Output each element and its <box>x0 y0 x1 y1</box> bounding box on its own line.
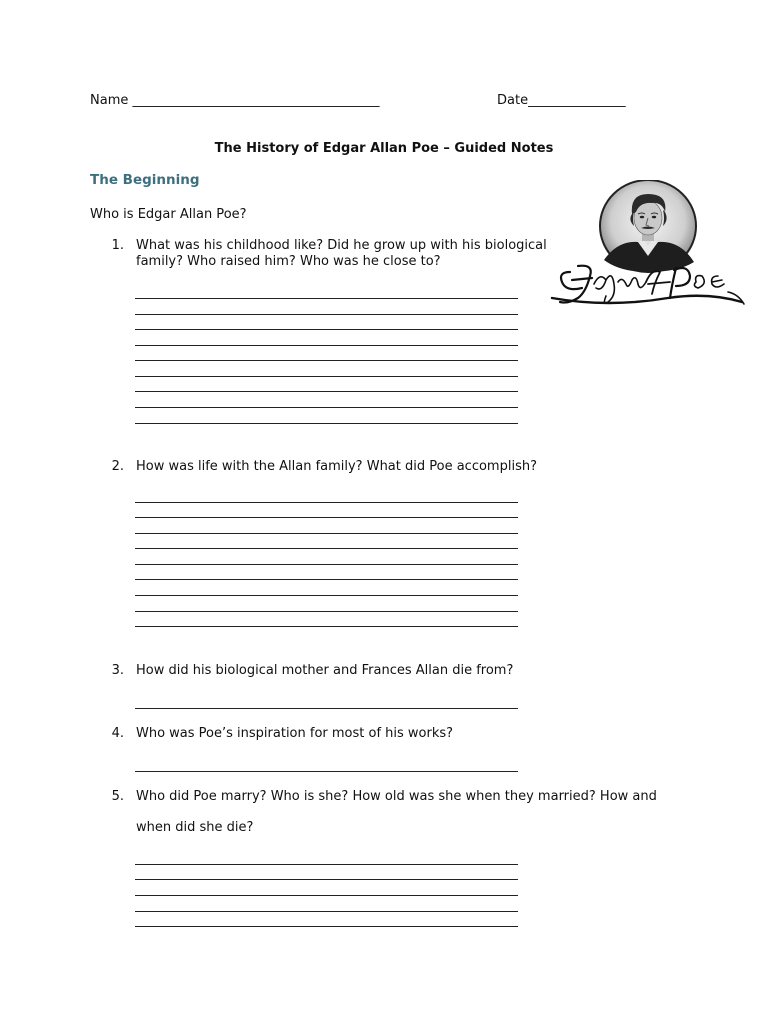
answer-line[interactable] <box>135 376 518 377</box>
answer-line[interactable] <box>135 345 518 346</box>
answer-line[interactable] <box>135 879 518 880</box>
answer-line[interactable] <box>135 895 518 896</box>
question-text: Who was Poe’s inspiration for most of his works? <box>136 726 454 741</box>
answer-line[interactable] <box>135 517 518 518</box>
page-title: The History of Edgar Allan Poe – Guided Notes <box>214 141 554 156</box>
question-text: Who did Poe marry? Who is she? How old was she when they married? How and <box>136 789 657 804</box>
answer-line[interactable] <box>135 423 518 424</box>
question-text: How did his biological mother and Frances Allan die from? <box>136 663 514 678</box>
question-number: 2. <box>111 459 124 474</box>
answer-line[interactable] <box>135 579 518 580</box>
question-text: What was his childhood like? Did he grow up with his biological <box>136 238 547 253</box>
answer-line[interactable] <box>135 329 518 330</box>
answer-line[interactable] <box>135 864 518 865</box>
name-field-label: Name ______________________________________ <box>90 93 380 108</box>
answer-line[interactable] <box>135 360 518 361</box>
intro-question: Who is Edgar Allan Poe? <box>90 207 247 222</box>
answer-line[interactable] <box>135 533 518 534</box>
answer-line[interactable] <box>135 548 518 549</box>
answer-line[interactable] <box>135 926 518 927</box>
answer-line[interactable] <box>135 611 518 612</box>
answer-line[interactable] <box>135 391 518 392</box>
answer-line[interactable] <box>135 708 518 709</box>
answer-line[interactable] <box>135 771 518 772</box>
answer-line[interactable] <box>135 502 518 503</box>
poe-portrait-icon <box>548 180 746 312</box>
answer-line[interactable] <box>135 298 518 299</box>
question-number: 5. <box>111 789 124 804</box>
section-heading: The Beginning <box>90 172 200 188</box>
answer-line[interactable] <box>135 564 518 565</box>
date-field-label: Date_______________ <box>497 93 626 108</box>
answer-line[interactable] <box>135 626 518 627</box>
answer-line[interactable] <box>135 314 518 315</box>
question-number: 1. <box>111 238 124 253</box>
answer-line[interactable] <box>135 911 518 912</box>
question-number: 3. <box>111 663 124 678</box>
question-number: 4. <box>111 726 124 741</box>
answer-line[interactable] <box>135 595 518 596</box>
question-text: when did she die? <box>136 820 254 835</box>
question-text: family? Who raised him? Who was he close to? <box>136 254 441 269</box>
question-text: How was life with the Allan family? What did Poe accomplish? <box>136 459 537 474</box>
answer-line[interactable] <box>135 407 518 408</box>
